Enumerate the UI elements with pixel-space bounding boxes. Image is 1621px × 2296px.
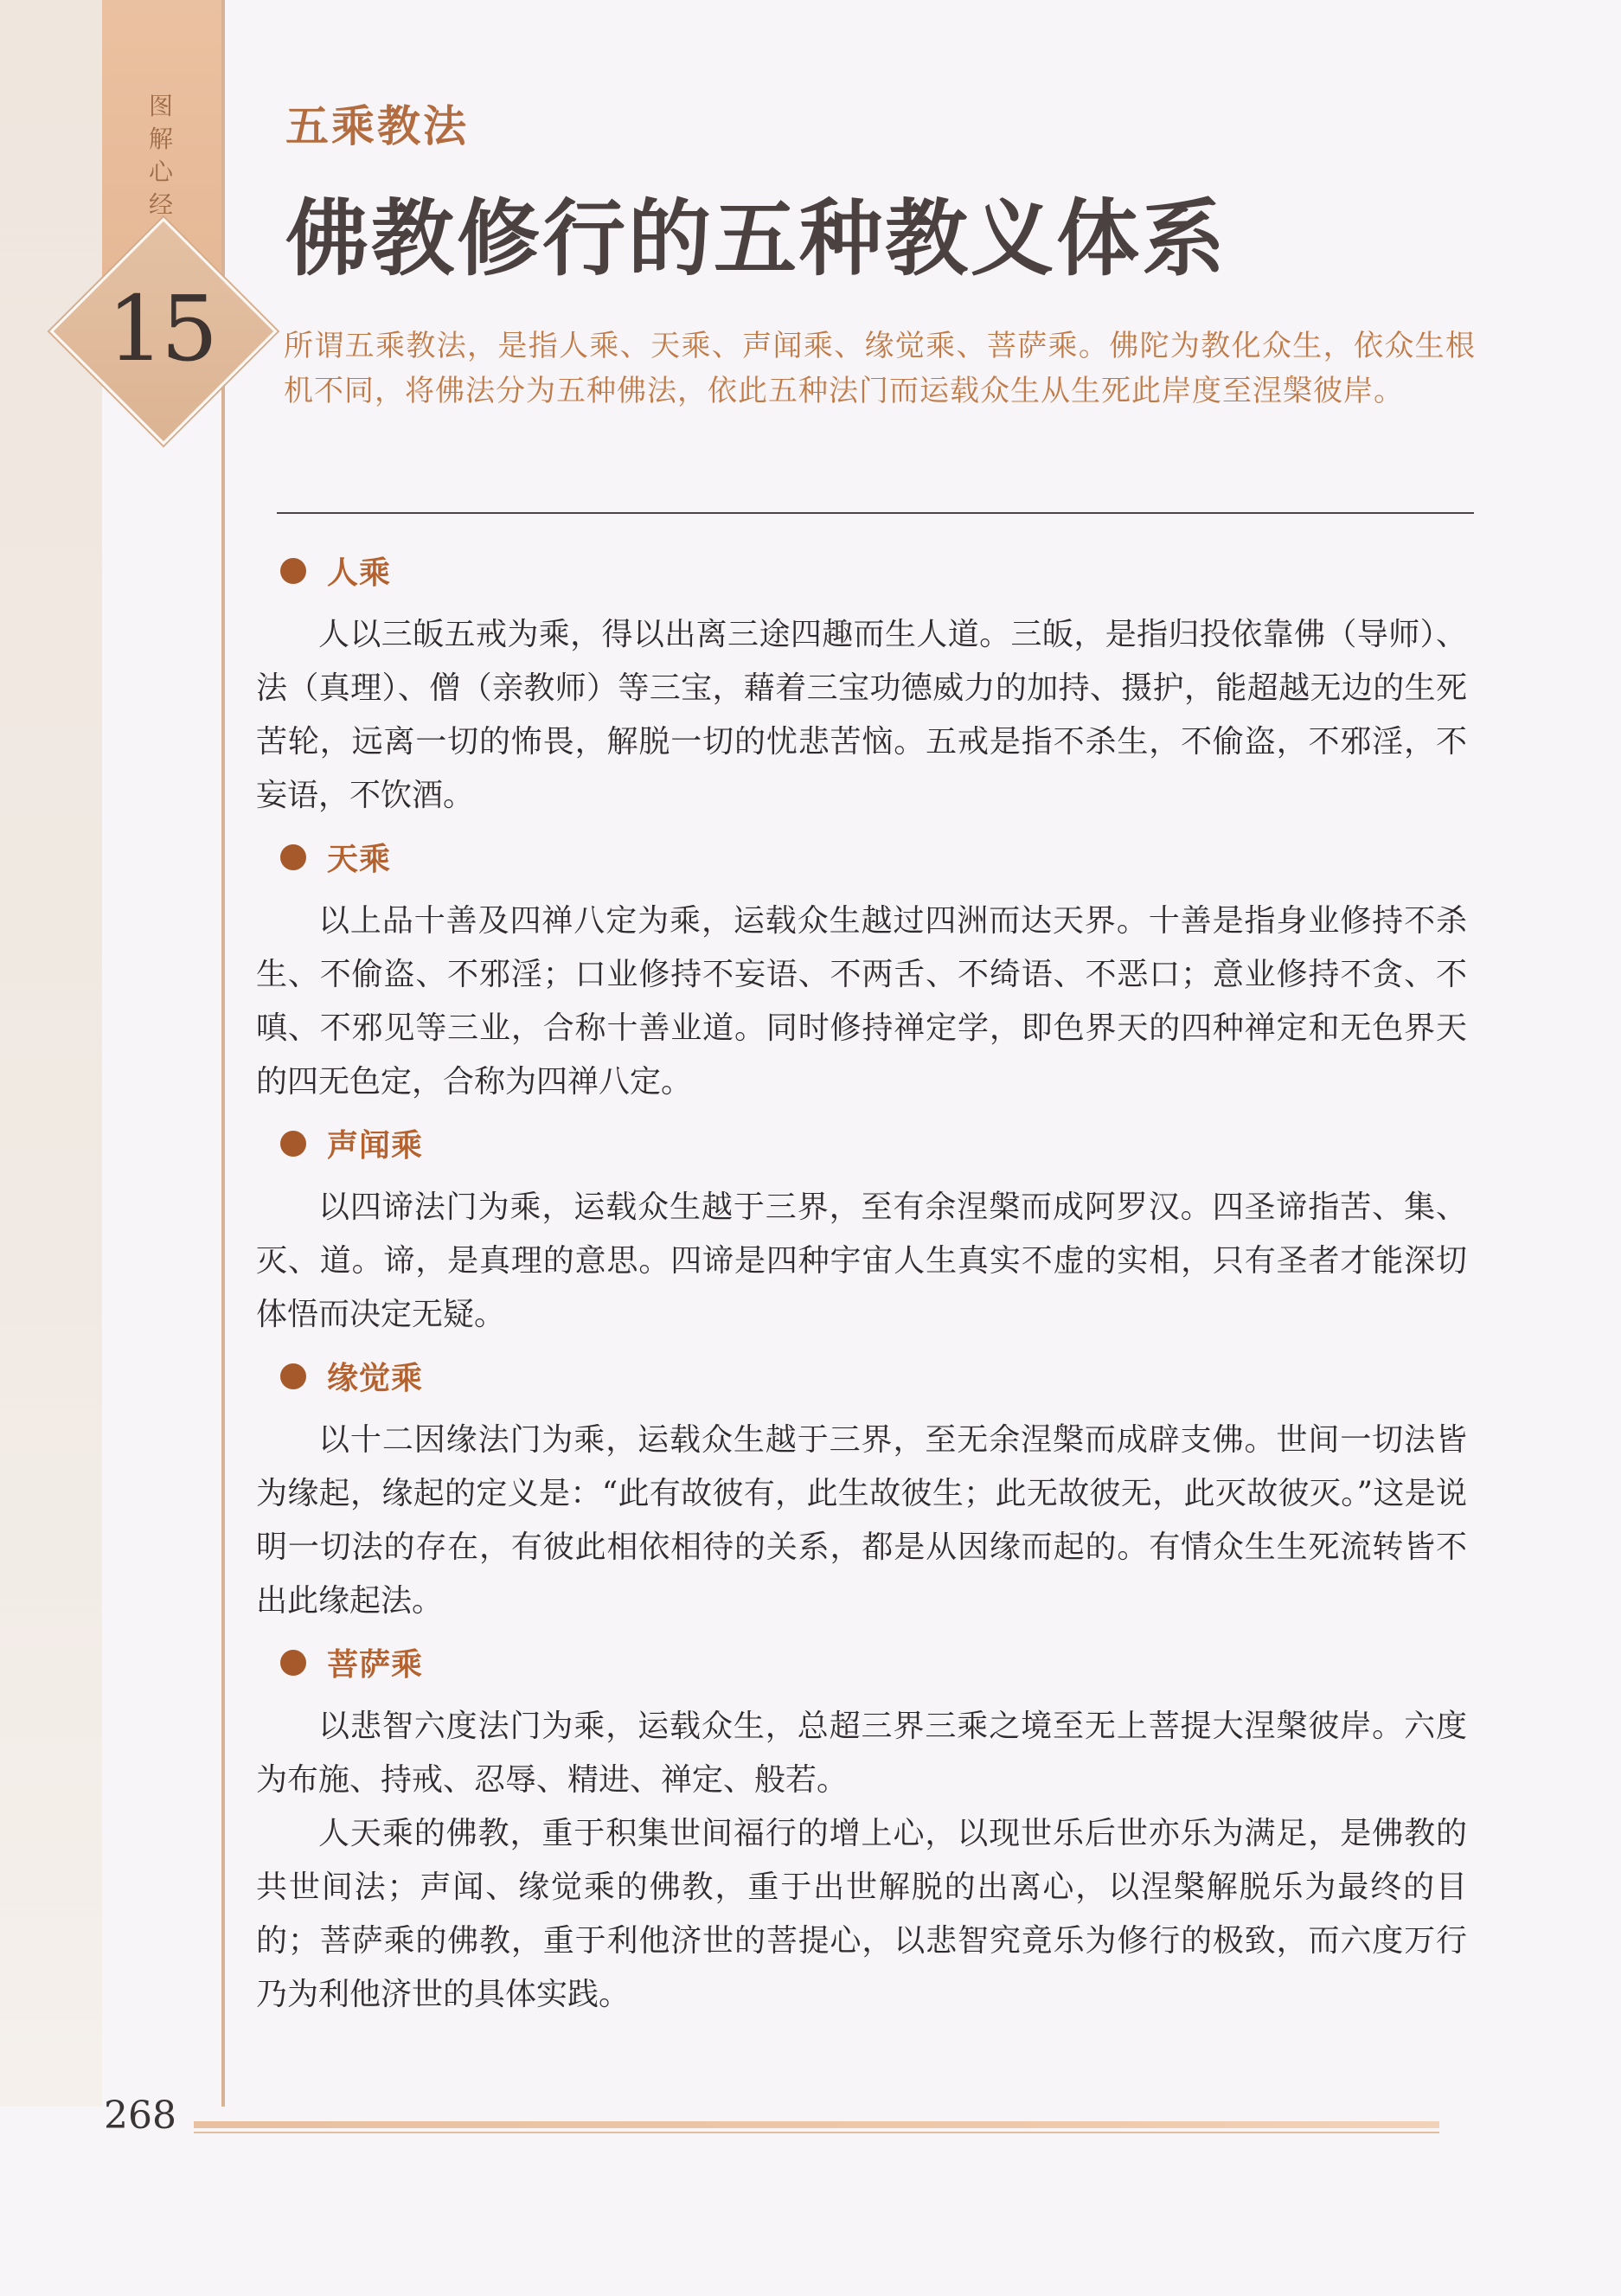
series-label bbox=[144, 90, 178, 221]
bullet-dot-icon bbox=[280, 844, 306, 870]
section-paragraph: 以上品十善及四禅八定为乘，运载众生越过四洲而达天界。十善是指身业修持不杀生、不偷盗、不邪淫；口业修持不妄语、不两舌、不绮语、不恶口；意业修持不贪、不嗔、不邪见等三业，合称十善业道。同时修持禅定学，即色界天的四种禅定和无色界天的四无色定，合称为四禅八定。 bbox=[256, 903, 1467, 1100]
section-heading-label: 缘觉乘 bbox=[327, 1361, 424, 1396]
section-heading-label: 声闻乘 bbox=[327, 1128, 424, 1164]
section-renjiao bbox=[256, 548, 1467, 823]
intro-paragraph: 所谓五乘教法，是指人乘、天乘、声闻乘、缘觉乘、菩萨乘。佛陀为教化众生，依众生根机不同，将佛法分为五种佛法，依此五种法门而运载众生从生死此岸度至涅槃彼岸。 bbox=[284, 329, 1476, 408]
section-kicker: 五乘教法 bbox=[285, 100, 469, 151]
section-pusacheng bbox=[256, 1640, 1467, 2022]
series-label-char: 经 bbox=[148, 190, 173, 219]
section-heading-label: 菩萨乘 bbox=[327, 1647, 424, 1683]
section-shengwencheng bbox=[256, 1121, 1467, 1342]
section-heading bbox=[256, 1354, 1467, 1398]
section-paragraph: 人以三皈五戒为乘，得以出离三途四趣而生人道。三皈，是指归投依靠佛（导师）、法（真理）、僧（亲教师）等三宝，藉着三宝功德威力的加持、摄护，能超越无边的生死苦轮，远离一切的怖畏，解脱一切的忧悲苦恼。五戒是指不杀生，不偷盗，不邪淫，不妄语，不饮酒。 bbox=[256, 617, 1467, 813]
section-paragraph: 以四谛法门为乘，运载众生越于三界，至有余涅槃而成阿罗汉。四圣谛指苦、集、灭、道。谛，是真理的意思。四谛是四种宇宙人生真实不虚的实相，只有圣者才能深切体悟而决定无疑。 bbox=[256, 1190, 1467, 1332]
section-heading bbox=[256, 835, 1467, 879]
header-divider bbox=[277, 512, 1474, 514]
section-heading bbox=[256, 548, 1467, 593]
section-heading bbox=[256, 1640, 1467, 1684]
chapter-number: 15 bbox=[106, 276, 215, 382]
section-paragraph: 人天乘的佛教，重于积集世间福行的增上心，以现世乐后世亦乐为满足，是佛教的共世间法；声闻、缘觉乘的佛教，重于出世解脱的出离心，以涅槃解脱乐为最终的目的；菩萨乘的佛教，重于利他济世的菩提心，以悲智究竟乐为修行的极致，而六度万行乃为利他济世的具体实践。 bbox=[256, 1816, 1467, 2012]
footer-rule-thin bbox=[194, 2132, 1439, 2133]
section-paragraph: 以十二因缘法门为乘，运载众生越于三界，至无余涅槃而成辟支佛。世间一切法皆为缘起，缘起的定义是：“此有故彼有，此生故彼生；此无故彼无，此灭故彼灭。”这是说明一切法的存在，有彼此相依相待的关系，都是从因缘而起的。有情众生生死流转皆不出此缘起法。 bbox=[256, 1422, 1467, 1619]
section-paragraph: 以悲智六度法门为乘，运载众生，总超三界三乘之境至无上菩提大涅槃彼岸。六度为布施、持戒、忍辱、精进、禅定、般若。 bbox=[256, 1709, 1467, 1798]
section-heading bbox=[256, 1121, 1467, 1165]
bullet-dot-icon bbox=[280, 1131, 306, 1157]
bullet-dot-icon bbox=[280, 558, 306, 584]
series-label-char: 解 bbox=[148, 125, 173, 153]
bullet-dot-icon bbox=[280, 1650, 306, 1676]
main-content bbox=[256, 536, 1467, 2022]
page-number: 268 bbox=[104, 2094, 176, 2138]
section-heading-label: 人乘 bbox=[327, 555, 392, 591]
section-heading-label: 天乘 bbox=[327, 842, 392, 877]
page-title: 佛教修行的五种教义体系 bbox=[285, 189, 1227, 287]
series-label-char: 图 bbox=[148, 92, 173, 120]
section-yuanjuecheng bbox=[256, 1354, 1467, 1628]
series-label-char: 心 bbox=[148, 157, 173, 186]
section-tiancheng bbox=[256, 835, 1467, 1109]
footer-rule bbox=[194, 2121, 1439, 2128]
bullet-dot-icon bbox=[280, 1363, 306, 1389]
